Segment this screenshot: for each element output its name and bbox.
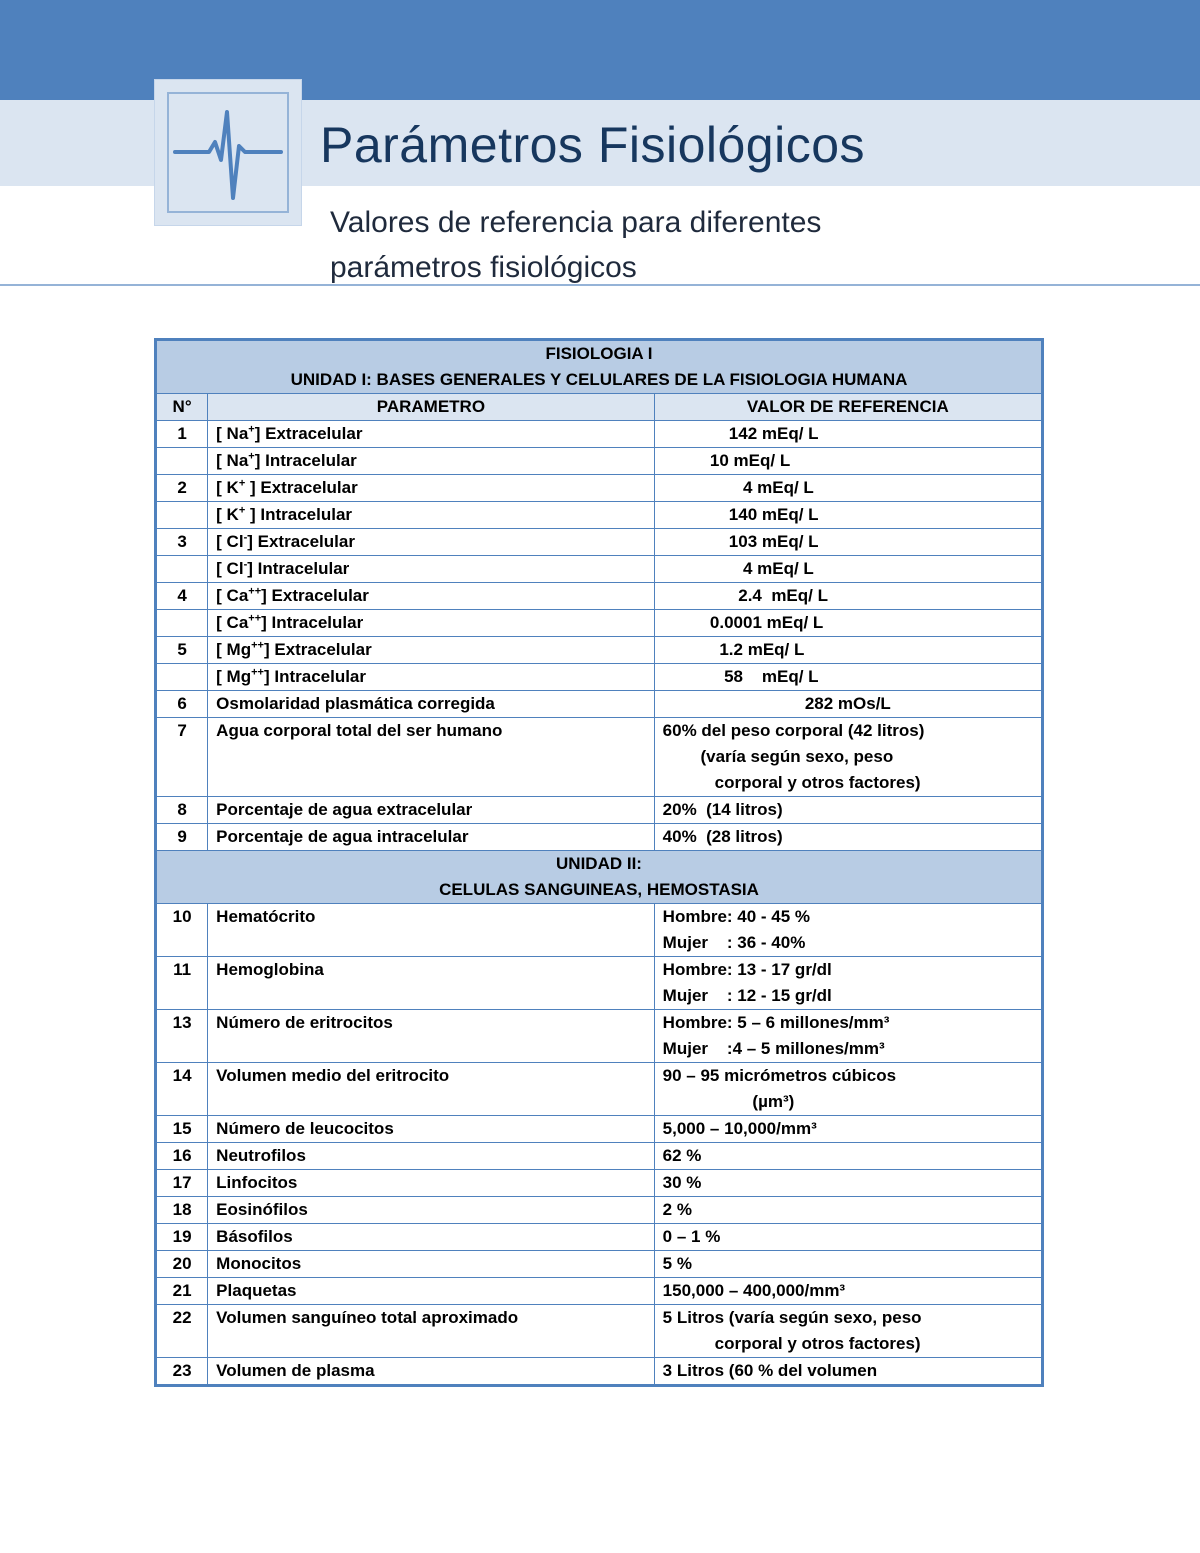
reference-value: 5,000 – 10,000/mm³ [654, 1116, 1042, 1143]
ion-charge: ++ [251, 666, 264, 679]
parameter-name: Linfocitos [208, 1170, 655, 1197]
row-number: 5 [156, 637, 208, 664]
row-number: 23 [156, 1358, 208, 1386]
parameter-compartment: ] Extracelular [245, 478, 358, 497]
row-number: 18 [156, 1197, 208, 1224]
reference-value: 282 mOs/L [654, 691, 1042, 718]
parameter-name: Número de leucocitos [208, 1116, 655, 1143]
column-header-row [156, 394, 1043, 421]
section-header-unidad-1 [156, 340, 1043, 394]
ion-charge: ++ [248, 612, 262, 625]
row-number: 2 [156, 475, 208, 502]
reference-value: 1.2 mEq/ L [654, 637, 1042, 664]
ion-charge: + [248, 423, 255, 436]
heartbeat-pulse-icon [169, 94, 287, 211]
column-header-parameter: PARAMETRO [208, 394, 655, 421]
ion-charge: - [243, 558, 248, 571]
table-row [156, 475, 1043, 502]
parameter-name: [ Mg [216, 640, 252, 659]
parameter-name: [ Na [216, 451, 249, 470]
table-row [156, 529, 1043, 556]
parameter-compartment: ] Intracelular [254, 451, 357, 470]
reference-value: Hombre: 13 - 17 gr/dl Mujer : 12 - 15 gr/dl [654, 957, 1042, 1010]
table-row [156, 1143, 1043, 1170]
section-subtitle: UNIDAD I: BASES GENERALES Y CELULARES DE LA FISIOLOGIA HUMANA [290, 370, 908, 389]
parameter-name: [ Cl [216, 559, 244, 578]
row-number [156, 502, 208, 529]
reference-value: 90 – 95 micrómetros cúbicos (µm³) [654, 1063, 1042, 1116]
parameter-name: [ K [216, 478, 239, 497]
reference-value: 150,000 – 400,000/mm³ [654, 1278, 1042, 1305]
reference-value: 62 % [654, 1143, 1042, 1170]
table-row [156, 1116, 1043, 1143]
section-header-unidad-2 [156, 851, 1043, 904]
table-row [156, 664, 1043, 691]
table-row [156, 1305, 1043, 1358]
parameter-name: [ Ca [216, 586, 249, 605]
table-row [156, 824, 1043, 851]
table-row [156, 556, 1043, 583]
parameter-cell [208, 529, 655, 556]
parameter-name: Plaquetas [208, 1278, 655, 1305]
reference-value: 60% del peso corporal (42 litros) (varía según sexo, peso corporal y otros factores) [654, 718, 1042, 797]
reference-value: 2.4 mEq/ L [654, 583, 1042, 610]
reference-value: Hombre: 5 – 6 millones/mm³ Mujer :4 – 5 millones/mm³ [654, 1010, 1042, 1063]
table-row [156, 637, 1043, 664]
ion-charge: + [238, 477, 246, 490]
parameter-name: Volumen medio del eritrocito [208, 1063, 655, 1116]
reference-value: 10 mEq/ L [654, 448, 1042, 475]
parameter-name: [ Mg [216, 667, 252, 686]
parameter-name: Agua corporal total del ser humano [208, 718, 655, 797]
table-row [156, 610, 1043, 637]
ion-charge: + [238, 504, 246, 517]
parameter-name: Número de eritrocitos [208, 1010, 655, 1063]
parameter-name: Hemoglobina [208, 957, 655, 1010]
table-row [156, 421, 1043, 448]
reference-value: 4 mEq/ L [654, 475, 1042, 502]
parameter-compartment: ] Intracelular [261, 613, 364, 632]
parameter-compartment: ] Intracelular [263, 667, 367, 686]
row-number: 7 [156, 718, 208, 797]
reference-value: 3 Litros (60 % del volumen [654, 1358, 1042, 1386]
table-row [156, 1278, 1043, 1305]
parameters-table-body [156, 340, 1043, 1386]
parameter-name: [ Cl [216, 532, 244, 551]
ion-charge: ++ [251, 639, 264, 652]
parameter-cell [208, 502, 655, 529]
reference-value: 4 mEq/ L [654, 556, 1042, 583]
parameter-name: Eosinófilos [208, 1197, 655, 1224]
parameter-cell [208, 556, 655, 583]
column-header-num: N° [156, 394, 208, 421]
table-row [156, 1224, 1043, 1251]
parameter-cell [208, 475, 655, 502]
table-row [156, 502, 1043, 529]
table-row [156, 718, 1043, 797]
parameter-name: [ Na [216, 424, 249, 443]
row-number: 6 [156, 691, 208, 718]
reference-value: 140 mEq/ L [654, 502, 1042, 529]
row-number [156, 610, 208, 637]
row-number: 15 [156, 1116, 208, 1143]
ion-charge: ++ [248, 585, 262, 598]
parameter-cell [208, 583, 655, 610]
column-header-value: VALOR DE REFERENCIA [654, 394, 1042, 421]
parameter-cell [208, 448, 655, 475]
row-number: 4 [156, 583, 208, 610]
parameter-name: Osmolaridad plasmática corregida [208, 691, 655, 718]
parameter-cell [208, 637, 655, 664]
parameter-compartment: ] Extracelular [263, 640, 372, 659]
table-row [156, 797, 1043, 824]
page-subtitle: Valores de referencia para diferentes parámetros fisiológicos [330, 206, 822, 284]
table-row [156, 1251, 1043, 1278]
logo-frame [167, 92, 289, 213]
table-row [156, 1197, 1043, 1224]
parameter-name: Básofilos [208, 1224, 655, 1251]
row-number: 19 [156, 1224, 208, 1251]
table-row [156, 1010, 1043, 1063]
row-number: 11 [156, 957, 208, 1010]
row-number: 13 [156, 1010, 208, 1063]
parameter-compartment: ] Intracelular [245, 505, 353, 524]
parameter-name: Monocitos [208, 1251, 655, 1278]
parameter-name: Volumen de plasma [208, 1358, 655, 1386]
reference-value: Hombre: 40 - 45 % Mujer : 36 - 40% [654, 904, 1042, 957]
reference-value: 5 % [654, 1251, 1042, 1278]
row-number: 9 [156, 824, 208, 851]
reference-value: 2 % [654, 1197, 1042, 1224]
table-row [156, 1063, 1043, 1116]
parameter-compartment: ] Extracelular [261, 586, 369, 605]
logo-box [154, 79, 302, 226]
parameter-compartment: ] Extracelular [254, 424, 363, 443]
parameter-cell [208, 610, 655, 637]
page-title: Parámetros Fisiológicos [320, 117, 866, 173]
parameter-compartment: ] Extracelular [247, 532, 355, 551]
parameter-name: Porcentaje de agua extracelular [208, 797, 655, 824]
row-number: 10 [156, 904, 208, 957]
row-number: 1 [156, 421, 208, 448]
table-row [156, 904, 1043, 957]
parameter-name: Volumen sanguíneo total aproximado [208, 1305, 655, 1358]
table-row [156, 691, 1043, 718]
row-number: 22 [156, 1305, 208, 1358]
parameters-table [154, 338, 1044, 1387]
reference-value: 20% (14 litros) [654, 797, 1042, 824]
ion-charge: + [248, 450, 255, 463]
row-number: 16 [156, 1143, 208, 1170]
reference-value: 103 mEq/ L [654, 529, 1042, 556]
reference-value: 0.0001 mEq/ L [654, 610, 1042, 637]
parameter-name: Porcentaje de agua intracelular [208, 824, 655, 851]
row-number: 8 [156, 797, 208, 824]
parameter-name: Hematócrito [208, 904, 655, 957]
section-subtitle: CELULAS SANGUINEAS, HEMOSTASIA [439, 880, 759, 899]
parameter-name: [ K [216, 505, 239, 524]
parameter-cell [208, 421, 655, 448]
section-title: FISIOLOGIA I [545, 344, 653, 363]
table-row [156, 1170, 1043, 1197]
row-number: 21 [156, 1278, 208, 1305]
table-row [156, 448, 1043, 475]
reference-value: 0 – 1 % [654, 1224, 1042, 1251]
reference-value: 5 Litros (varía según sexo, peso corporal y otros factores) [654, 1305, 1042, 1358]
reference-value: 40% (28 litros) [654, 824, 1042, 851]
parameter-name: [ Ca [216, 613, 249, 632]
ion-charge: - [243, 531, 248, 544]
row-number [156, 664, 208, 691]
parameter-cell [208, 664, 655, 691]
section-title: UNIDAD II: [556, 854, 642, 873]
row-number [156, 448, 208, 475]
table-row [156, 957, 1043, 1010]
table-row [156, 583, 1043, 610]
row-number: 20 [156, 1251, 208, 1278]
row-number: 3 [156, 529, 208, 556]
row-number: 14 [156, 1063, 208, 1116]
reference-value: 58 mEq/ L [654, 664, 1042, 691]
reference-value: 30 % [654, 1170, 1042, 1197]
parameter-compartment: ] Intracelular [247, 559, 350, 578]
row-number: 17 [156, 1170, 208, 1197]
reference-value: 142 mEq/ L [654, 421, 1042, 448]
row-number [156, 556, 208, 583]
parameter-name: Neutrofilos [208, 1143, 655, 1170]
table-row [156, 1358, 1043, 1386]
